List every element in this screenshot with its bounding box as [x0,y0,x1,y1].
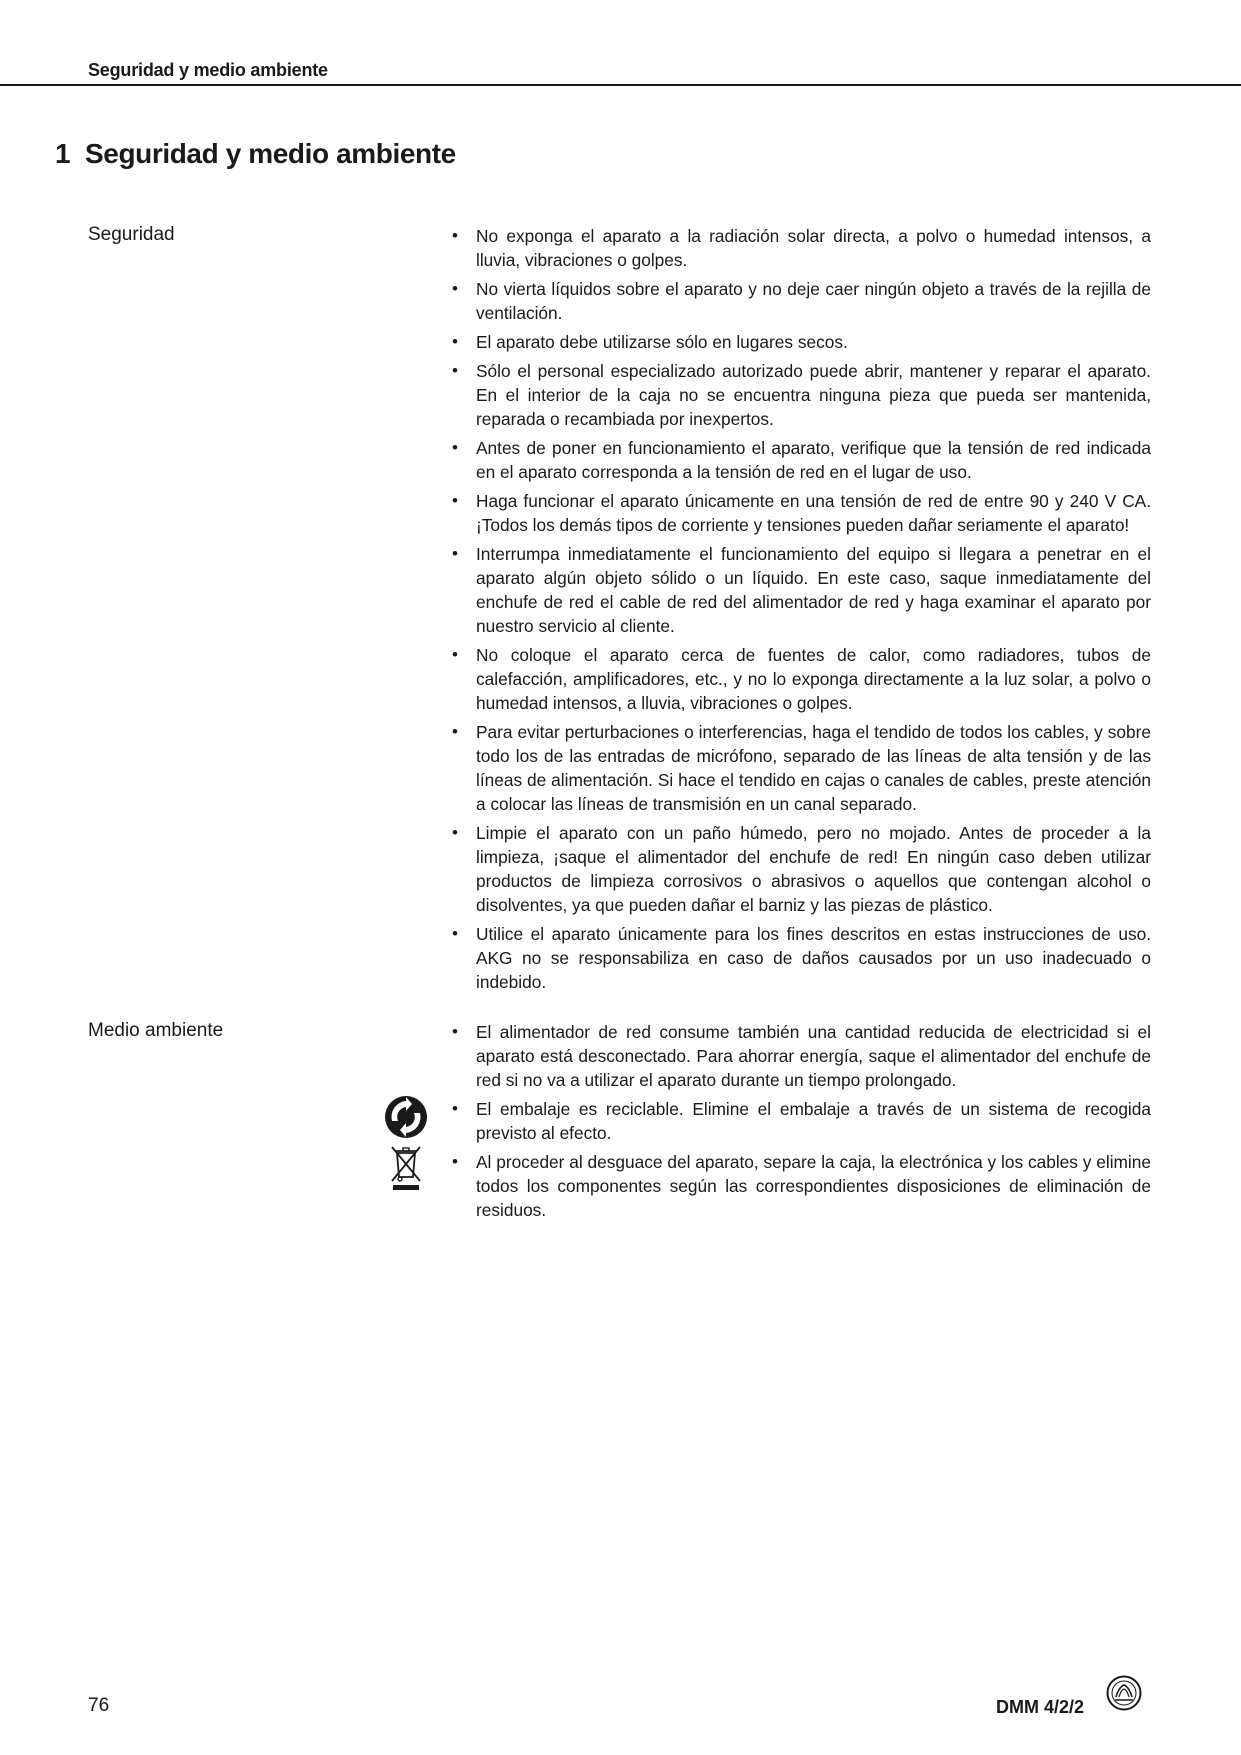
bullet-icon: • [452,645,458,664]
list-item [449,922,1151,994]
section-heading-seguridad: Seguridad [88,224,175,245]
list-item [449,720,1151,816]
page-number: 76 [88,1695,110,1716]
chapter-title-text: Seguridad y medio ambiente [85,138,456,169]
list-item-text: Haga funcionar el aparato únicamente en una tensión de red de entre 90 y 240 V CA. ¡Todos los demás tipos de corriente y tensiones pueden dañar seriamente el aparato! [476,491,1151,535]
bullet-icon: • [452,1152,458,1171]
list-item-text: El embalaje es reciclable. Elimine el embalaje a través de un sistema de recogida previsto al efecto. [476,1099,1151,1143]
bullet-icon: • [452,1022,458,1041]
list-item [449,436,1151,484]
list-item [449,1020,1151,1092]
chapter-title [55,138,456,170]
list-item-text: No coloque el aparato cerca de fuentes de calor, como radiadores, tubos de calefacción, amplificadores, etc., y no lo exponga directamente a la luz solar, a polvo o humedad intensos, a lluvia, vibraciones o golpes. [476,645,1151,713]
list-item-text: No vierta líquidos sobre el aparato y no deje caer ningún objeto a través de la rejilla de ventilación. [476,279,1151,323]
bullet-icon: • [452,1099,458,1118]
bullet-icon: • [452,438,458,457]
list-item [449,330,1151,354]
list-item-text: Para evitar perturbaciones o interferencias, haga el tendido de todos los cables, y sobre todo los de las entradas de micrófono, separado de las líneas de alta tensión y de las líneas de alimentación. Si hace el tendido en cajas o canales de cables, preste atención a colocar las líneas de transmisión en un canal separado. [476,722,1151,814]
bullet-icon: • [452,361,458,380]
recycle-icon [384,1095,428,1139]
environment-list [449,1020,1151,1227]
list-item-text: Interrumpa inmediatamente el funcionamiento del equipo si llegara a penetrar en el aparato algún objeto sólido o un líquido. En este caso, saque inmediatamente del enchufe de red el cable de red del alimentador de red y haga examinar el aparato por nuestro servicio al cliente. [476,544,1151,636]
list-item-text: Al proceder al desguace del aparato, separe la caja, la electrónica y los cables y elimine todos los componentes según las correspondientes disposiciones de eliminación de residuos. [476,1152,1151,1220]
header-rule [0,84,1241,86]
akg-logo-icon [1106,1675,1142,1711]
list-item-text: Limpie el aparato con un paño húmedo, pero no mojado. Antes de proceder a la limpieza, ¡saque el alimentador del enchufe de red! En ningún caso deben utilizar productos de limpieza corrosivos o abrasivos o aquellos que contengan alcohol o disolventes, ya que pueden dañar el barniz y las piezas de plástico. [476,823,1151,915]
model-name: DMM 4/2/2 [996,1697,1085,1717]
section-heading-medio-ambiente: Medio ambiente [88,1020,224,1041]
list-item-text: Antes de poner en funcionamiento el aparato, verifique que la tensión de red indicada en el aparato corresponda a la tensión de red en el lugar de uso. [476,438,1151,482]
list-item [449,821,1151,917]
bullet-icon: • [452,491,458,510]
list-item [449,643,1151,715]
chapter-number: 1 [55,138,71,169]
bullet-icon: • [452,823,458,842]
list-item-text: Sólo el personal especializado autorizado puede abrir, mantener y reparar el aparato. En el interior de la caja no se encuentra ninguna pieza que pueda ser mantenida, reparada o recambiada por inexpertos. [476,361,1151,429]
weee-bin-icon [390,1145,422,1191]
list-item [449,277,1151,325]
list-item [449,1097,1151,1145]
safety-list [449,224,1151,999]
bullet-icon: • [452,924,458,943]
list-item-text: No exponga el aparato a la radiación solar directa, a polvo o humedad intensos, a lluvia, vibraciones o golpes. [476,226,1151,270]
running-header: Seguridad y medio ambiente [88,60,328,80]
list-item [449,359,1151,431]
list-item-text: El aparato debe utilizarse sólo en lugares secos. [476,332,848,352]
bullet-icon: • [452,226,458,245]
list-item-text: El alimentador de red consume también una cantidad reducida de electricidad si el aparato está desconectado. Para ahorrar energía, saque el alimentador del enchufe de red si no va a utilizar el aparato durante un tiempo prolongado. [476,1022,1151,1090]
list-item-text: Utilice el aparato únicamente para los fines descritos en estas instrucciones de uso. AKG no se responsabiliza en caso de daños causados por un uso inadecuado o indebido. [476,924,1151,992]
list-item [449,1150,1151,1222]
list-item [449,489,1151,537]
list-item [449,224,1151,272]
bullet-icon: • [452,279,458,298]
bullet-icon: • [452,722,458,741]
bullet-icon: • [452,544,458,563]
list-item [449,542,1151,638]
bullet-icon: • [452,332,458,351]
